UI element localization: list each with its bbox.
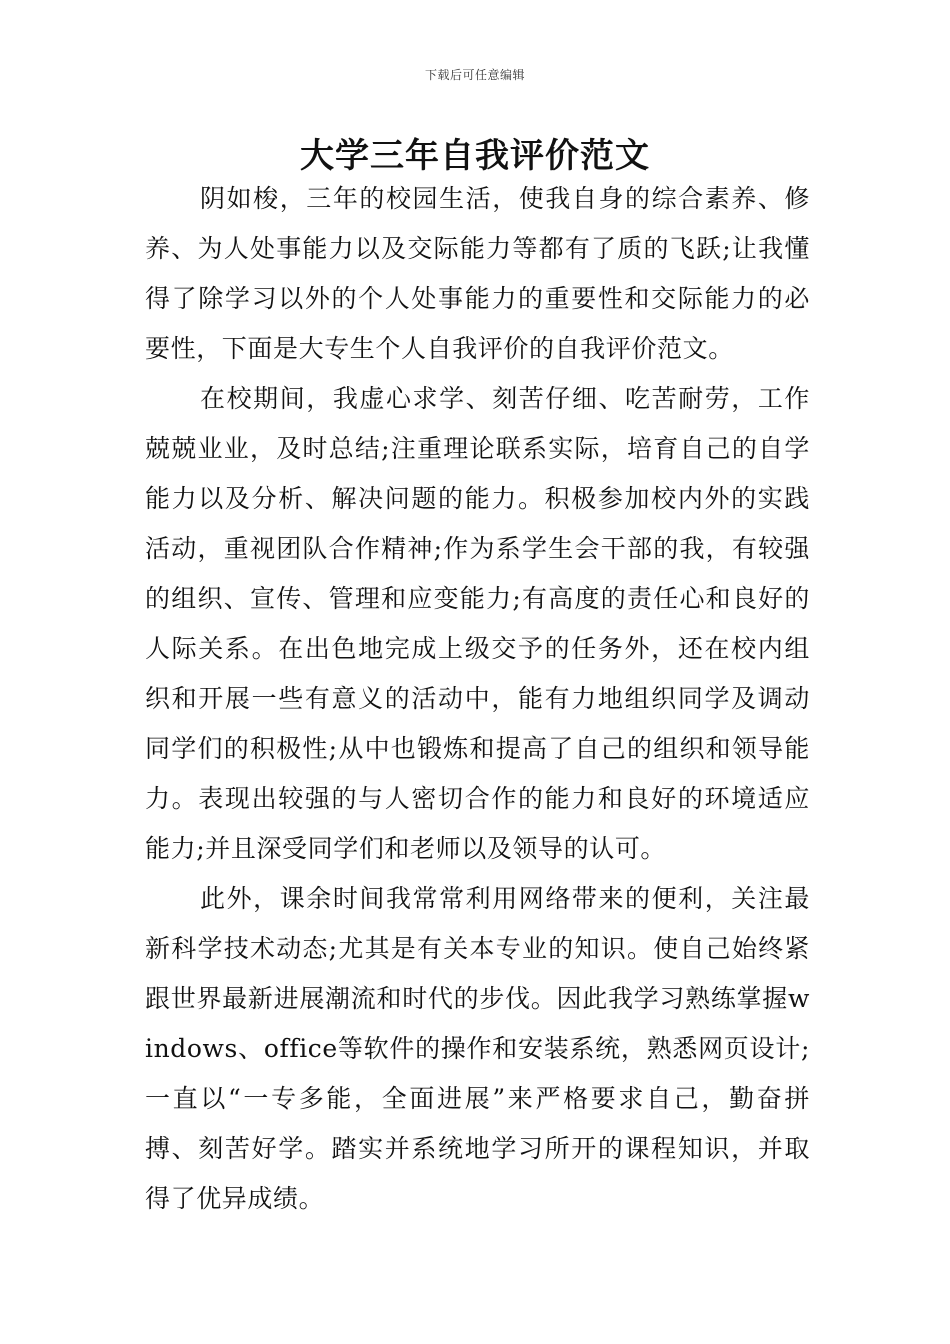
header-note: 下载后可任意编辑	[424, 68, 525, 82]
document-body	[145, 174, 810, 1224]
paragraph-2: 在校期间，我虚心求学、刻苦仔细、吃苦耐劳，工作兢兢业业，及时总结;注重理论联系实际，培育自己的自学能力以及分析、解决问题的能力。积极参加校内外的实践活动，重视团队合作精神;作为系学生会干部的我，有较强的组织、宣传、管理和应变能力;有高度的责任心和良好的人际关系。在出色地完成上级交予的任务外，还在校内组织和开展一些有意义的活动中，能有力地组织同学及调动同学们的积极性;从中也锻炼和提高了自己的组织和领导能力。表现出较强的与人密切合作的能力和良好的环境适应能力;并且深受同学们和老师以及领导的认可。	[145, 384, 810, 863]
paragraph-3: 此外，课余时间我常常利用网络带来的便利，关注最新科学技术动态;尤其是有关本专业的知识。使自己始终紧跟世界最新进展潮流和时代的步伐。因此我学习熟练掌握windows、office等软件的操作和安装系统，熟悉网页设计;一直以“一专多能，全面进展”来严格要求自己，勤奋拼搏、刻苦好学。踏实并系统地学习所开的课程知识，并取得了优异成绩。	[145, 884, 810, 1213]
paragraph-1: 阴如梭，三年的校园生活，使我自身的综合素养、修养、为人处事能力以及交际能力等都有了质的飞跃;让我懂得了除学习以外的个人处事能力的重要性和交际能力的必要性，下面是大专生个人自我评价的自我评价范文。	[145, 184, 810, 363]
document-title: 大学三年自我评价范文	[300, 136, 650, 176]
